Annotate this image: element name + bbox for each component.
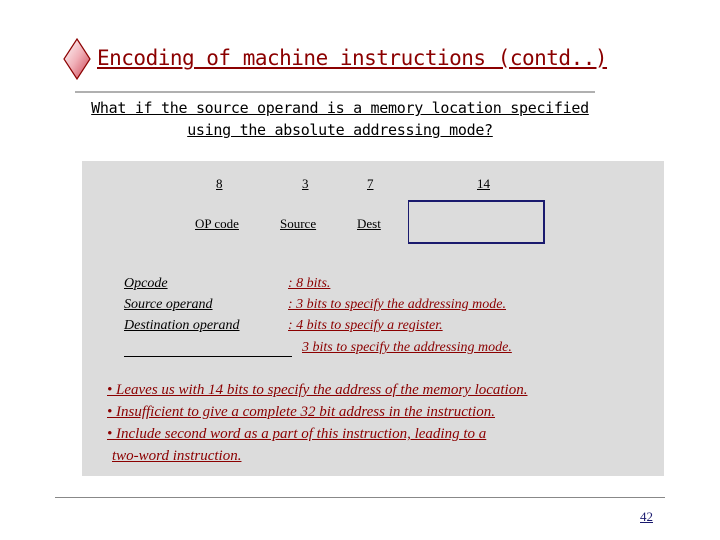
page-number: 42 xyxy=(640,509,653,524)
bullet-insufficient: • Insufficient to give a complete 32 bit address in the instruction. xyxy=(107,404,495,420)
label-destination-operand: Destination operand xyxy=(124,318,240,333)
field-dest: Dest xyxy=(357,216,381,231)
bit-count-dest: 7 xyxy=(367,176,374,191)
question-line-2: using the absolute addressing mode? xyxy=(187,121,493,139)
address-field-box xyxy=(408,200,545,244)
footer-divider xyxy=(55,497,665,498)
title-divider xyxy=(75,91,595,93)
label-opcode: Opcode xyxy=(124,276,168,291)
bullet-leaves-14-bits: • Leaves us with 14 bits to specify the address of the memory location. xyxy=(107,382,528,398)
blank-label-line xyxy=(124,356,292,357)
bit-count-address: 14 xyxy=(477,176,490,191)
question-line-1: What if the source operand is a memory location specified xyxy=(91,99,589,117)
value-destination-operand: : 4 bits to specify a register. xyxy=(288,318,443,333)
field-opcode: OP code xyxy=(195,216,239,231)
field-source: Source xyxy=(280,216,317,231)
slide-title: Encoding of machine instructions (contd..) xyxy=(97,46,608,70)
value-destination-mode: 3 bits to specify the addressing mode. xyxy=(302,340,512,355)
label-source-operand: Source operand xyxy=(124,297,213,312)
question-text xyxy=(90,97,590,141)
diamond-bullet-icon xyxy=(63,38,91,80)
bullet-second-word-cont: two-word instruction. xyxy=(112,448,242,464)
bit-count-source: 3 xyxy=(302,176,309,191)
bullet-second-word: • Include second word as a part of this instruction, leading to a xyxy=(107,426,487,442)
value-source-operand: : 3 bits to specify the addressing mode. xyxy=(288,297,507,312)
bit-count-opcode: 8 xyxy=(216,176,223,191)
value-opcode: : 8 bits. xyxy=(288,276,331,291)
